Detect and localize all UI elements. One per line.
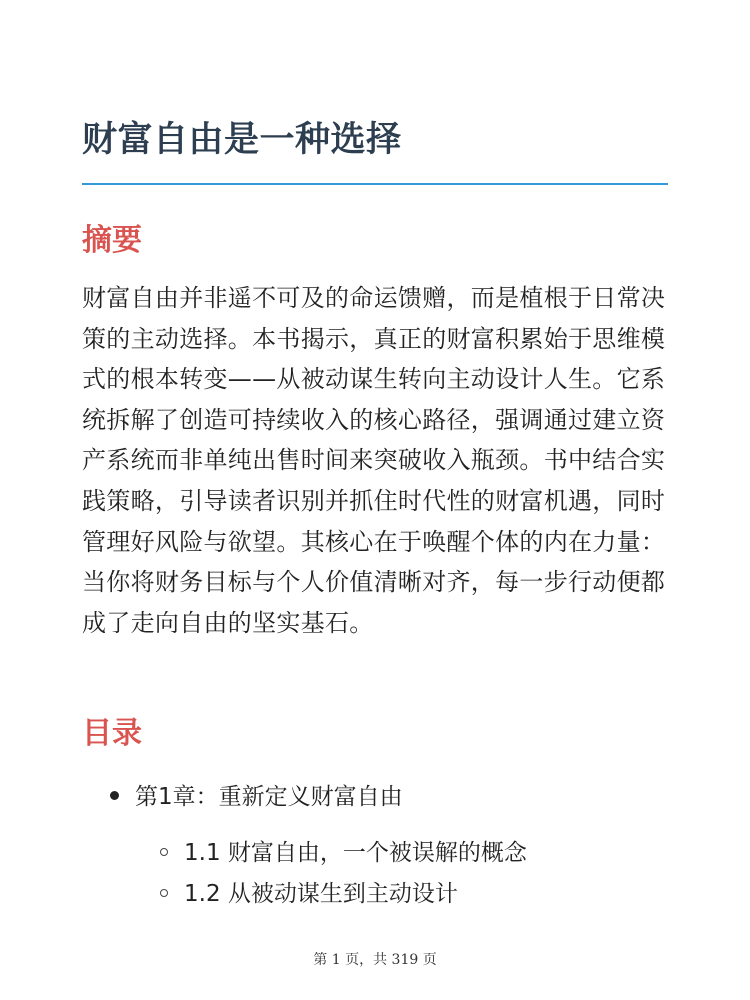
page-number-footer: 第 1 页，共 319 页: [313, 952, 437, 968]
filled-bullet-icon: [110, 791, 119, 800]
toc-item-section-1-1[interactable]: [160, 832, 527, 874]
abstract-paragraph: 财富自由并非遥不可及的命运馈赠，而是植根于日常决策的主动选择。本书揭示，真正的财富积累始于思维模式的根本转变——从被动谋生转向主动设计人生。它系统拆解了创造可持续收入的核心路径，强调通过建立资产系统而非单纯出售时间来突破收入瓶颈。书中结合实践策略，引导读者识别并抓住时代性的财富机遇，同时管理好风险与欲望。其核心在于唤醒个体的内在力量：当你将财务目标与个人价值清晰对齐，每一步行动便都成了走向自由的坚实基石。: [82, 284, 666, 637]
toc-heading: 目录: [82, 716, 142, 751]
toc-item-section-1-2[interactable]: [160, 873, 458, 915]
toc-item-label: 1.2 从被动谋生到主动设计: [184, 881, 458, 907]
abstract-heading: 摘要: [82, 223, 142, 258]
title-divider: [82, 183, 668, 185]
document-title: 财富自由是一种选择: [82, 120, 402, 160]
toc-item-label: 第1章：重新定义财富自由: [135, 784, 403, 810]
hollow-bullet-icon: [160, 848, 168, 856]
toc-item-chapter-1[interactable]: [110, 776, 403, 818]
toc-item-label: 1.1 财富自由，一个被误解的概念: [184, 840, 527, 866]
hollow-bullet-icon: [160, 889, 168, 897]
